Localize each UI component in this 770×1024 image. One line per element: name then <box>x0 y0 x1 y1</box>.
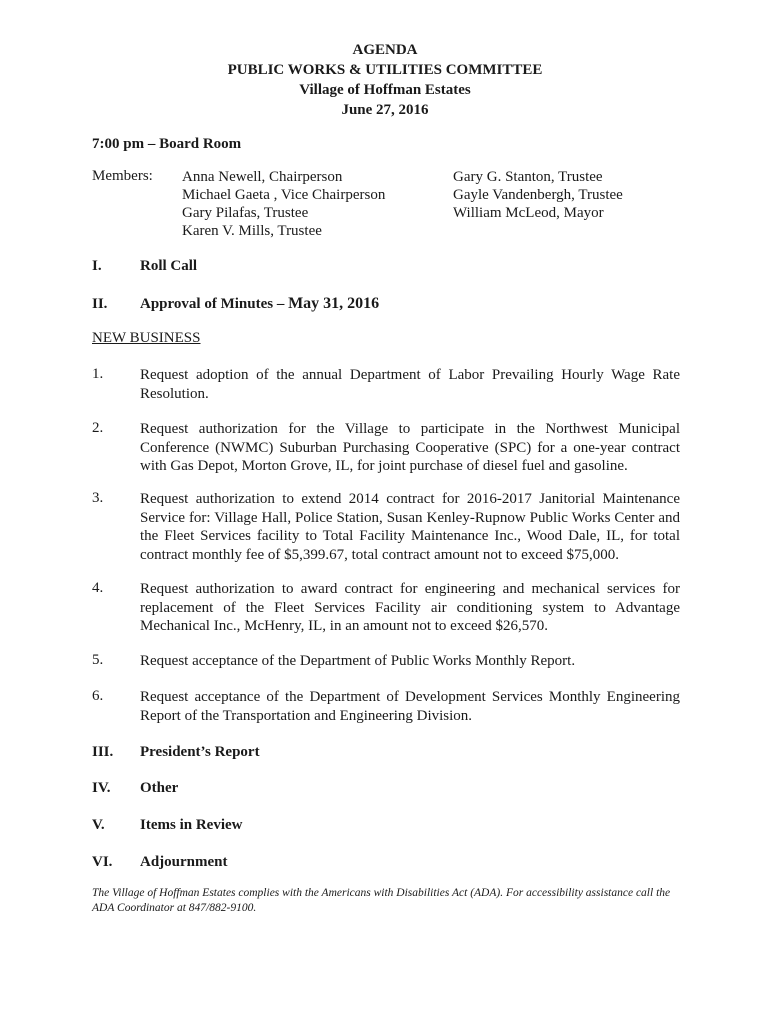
section-numeral: III. <box>92 744 114 760</box>
item-number: 3. <box>92 490 104 506</box>
section-other: Other <box>140 780 179 796</box>
member-name: Anna Newell, Chairperson <box>182 169 343 185</box>
item-number: 4. <box>92 580 104 596</box>
agenda-item: Request authorization for the Village to participate in the Northwest Municipal Conference (NWMC) Suburban Purchasing Cooperative (SPC) for a one-year contract with Gas Depot, Morton Grove, IL, for joint purchase of diesel fuel and gasoline. <box>140 421 680 474</box>
section-adjournment: Adjournment <box>140 854 228 870</box>
agenda-item: Request acceptance of the Department of Public Works Monthly Report. <box>140 653 576 669</box>
section-presidents-report: President’s Report <box>140 744 260 760</box>
item-number: 6. <box>92 688 104 704</box>
agenda-item: Request authorization to extend 2014 contract for 2016-2017 Janitorial Maintenance Service for: Village Hall, Police Station, Susan Kenley-Rupnow Public Works Center and the Fleet Services facility to Total Facility Maintenance Inc., Wood Dale, IL, for total contract monthly fee of $5,399.67, total contract amount not to exceed $75,000. <box>140 491 680 563</box>
header-title: AGENDA <box>352 42 418 58</box>
item-number: 2. <box>92 420 104 436</box>
section-roll-call: Roll Call <box>140 258 198 274</box>
members-left-column <box>182 168 385 240</box>
agenda-item: Request adoption of the annual Department of Labor Prevailing Hourly Wage Rate Resolution. <box>140 367 680 402</box>
item-number: 5. <box>92 652 104 668</box>
village-name: Village of Hoffman Estates <box>299 82 471 98</box>
section-approval-of-minutes <box>140 295 379 313</box>
member-name: Michael Gaeta , Vice Chairperson <box>182 187 386 203</box>
section-items-in-review: Items in Review <box>140 817 243 833</box>
new-business-heading: NEW BUSINESS <box>92 330 201 346</box>
agenda-item: Request authorization to award contract for engineering and mechanical services for replacement of the Fleet Services Facility air conditioning system to Advantage Mechanical Inc., McHenry, IL, in an amount not to exceed $26,570. <box>140 581 680 634</box>
member-name: Karen V. Mills, Trustee <box>182 223 322 239</box>
members-label: Members: <box>92 168 153 184</box>
section-numeral: II. <box>92 296 108 312</box>
member-name: Gary Pilafas, Trustee <box>182 205 309 221</box>
agenda-item: Request acceptance of the Department of Development Services Monthly Engineering Report of the Transportation and Engineering Division. <box>140 689 680 724</box>
meeting-date: June 27, 2016 <box>341 102 429 118</box>
approval-prefix: Approval of Minutes – <box>140 296 289 312</box>
member-name: William McLeod, Mayor <box>453 205 604 221</box>
section-numeral: VI. <box>92 854 113 870</box>
section-numeral: IV. <box>92 780 111 796</box>
section-numeral: I. <box>92 258 102 274</box>
committee-name: PUBLIC WORKS & UTILITIES COMMITTEE <box>227 62 543 78</box>
minutes-date: May 31, 2016 <box>288 295 380 312</box>
section-numeral: V. <box>92 817 105 833</box>
item-number: 1. <box>92 366 104 382</box>
member-name: Gary G. Stanton, Trustee <box>453 169 603 185</box>
member-name: Gayle Vandenbergh, Trustee <box>453 187 623 203</box>
ada-notice: The Village of Hoffman Estates complies with the Americans with Disabilities Act (ADA). For accessibility assistance call the ADA Coordinator at 847/882-9100. <box>92 887 671 914</box>
agenda-header <box>0 40 770 120</box>
meeting-time: 7:00 pm – Board Room <box>92 136 242 152</box>
members-right-column <box>453 168 623 222</box>
